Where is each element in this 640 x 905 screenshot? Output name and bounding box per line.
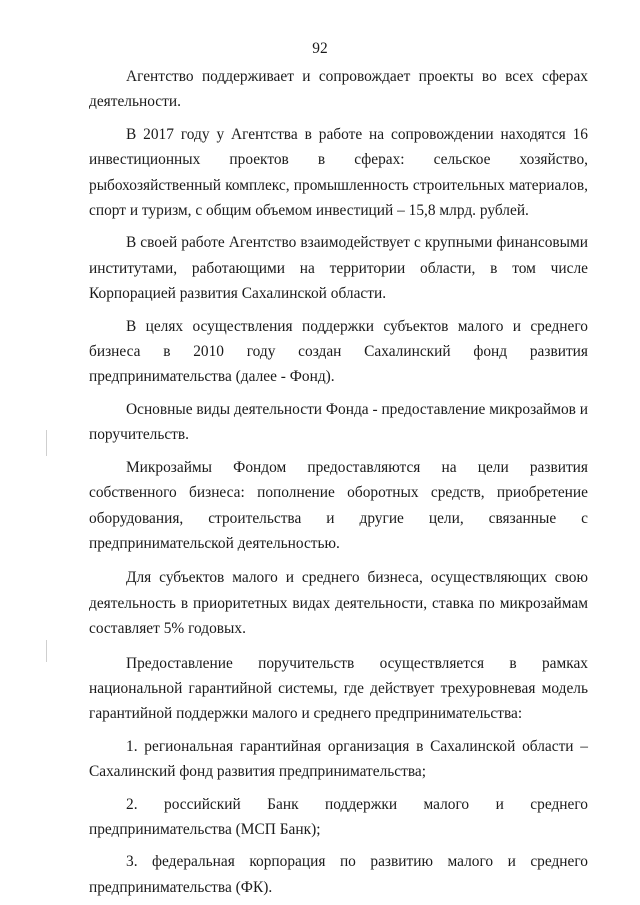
paragraph: В целях осуществления поддержки субъектов малого и среднего бизнеса в 2010 году создан Сахалинский фонд развития предпринимательства (далее - Фонд). — [89, 317, 588, 386]
page-number: 92 — [312, 40, 328, 57]
paragraph: Предоставление поручительств осуществляется в рамках национальной гарантийной системы, где действует трехуровневая модель гарантийной поддержки малого и среднего предпринимательства: — [89, 654, 588, 723]
list-item: 2. российский Банк поддержки малого и среднего предпринимательства (МСП Банк); — [89, 795, 588, 838]
scan-artifact — [46, 430, 47, 456]
scan-artifact — [46, 640, 47, 662]
paragraph: Основные виды деятельности Фонда - предоставление микрозаймов и поручительств. — [89, 400, 588, 444]
paragraph: В 2017 году у Агентства в работе на сопровождении находятся 16 инвестиционных проектов в сферах: сельское хозяйство, рыбохозяйственный комплекс, промышленность строительных материалов, спорт и туризм, с общим объемом инвестиций – 15,8 млрд. рублей. — [89, 125, 588, 220]
list-item: 3. федеральная корпорация по развитию малого и среднего предпринимательства (ФК). — [89, 853, 588, 896]
paragraph: В своей работе Агентство взаимодействует с крупными финансовыми институтами, работающими на территории области, в том числе Корпорацией развития Сахалинской области. — [89, 234, 588, 303]
paragraph: Для субъектов малого и среднего бизнеса, осуществляющих свою деятельность в приоритетных видах деятельности, ставка по микрозаймам составляет 5% годовых. — [89, 569, 588, 638]
paragraph: Микрозаймы Фондом предоставляются на цели развития собственного бизнеса: пополнение оборотных средств, приобретение оборудования, строительства и другие цели, связанные с предпринимательской деятельностью. — [89, 458, 588, 552]
paragraph: Агентство поддерживает и сопровождает проекты во всех сферах деятельности. — [89, 68, 588, 111]
document-body — [89, 64, 588, 900]
list-item: 1. региональная гарантийная организация в Сахалинской области – Сахалинский фонд развития предпринимательства; — [89, 737, 588, 781]
